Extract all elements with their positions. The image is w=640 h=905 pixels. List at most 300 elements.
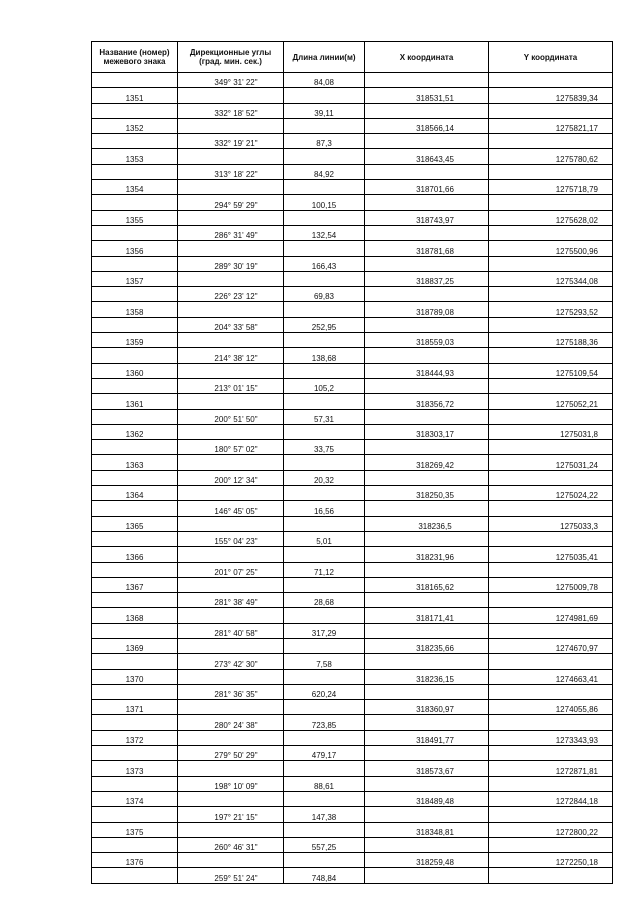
x-cell	[365, 287, 489, 302]
point-name-cell: 1368	[92, 608, 178, 623]
angle-cell	[178, 822, 284, 837]
x-cell: 318236,15	[365, 669, 489, 684]
point-name-cell	[92, 807, 178, 822]
y-cell: 1275780,62	[489, 149, 613, 164]
y-cell	[489, 440, 613, 455]
header-length: Длина линии(м)	[284, 42, 365, 73]
x-cell	[365, 409, 489, 424]
angle-cell: 279° 50' 29"	[178, 746, 284, 761]
point-name-cell: 1367	[92, 577, 178, 592]
table-row	[92, 562, 613, 577]
angle-cell: 332° 19' 21"	[178, 134, 284, 149]
x-cell	[365, 103, 489, 118]
length-cell	[284, 547, 365, 562]
table-row	[92, 409, 613, 424]
length-cell: 479,17	[284, 746, 365, 761]
y-cell: 1272871,81	[489, 761, 613, 776]
x-cell: 318701,66	[365, 180, 489, 195]
x-cell: 318231,96	[365, 547, 489, 562]
table-row	[92, 149, 613, 164]
x-cell: 318348,81	[365, 822, 489, 837]
point-name-cell	[92, 164, 178, 179]
point-name-cell	[92, 531, 178, 546]
y-cell	[489, 562, 613, 577]
table-row	[92, 363, 613, 378]
x-cell	[365, 317, 489, 332]
table-row	[92, 822, 613, 837]
point-name-cell: 1354	[92, 180, 178, 195]
x-cell	[365, 776, 489, 791]
length-cell: 71,12	[284, 562, 365, 577]
x-cell	[365, 164, 489, 179]
angle-cell: 226° 23' 12"	[178, 287, 284, 302]
x-cell	[365, 195, 489, 210]
point-name-cell	[92, 593, 178, 608]
angle-cell: 281° 36' 35"	[178, 684, 284, 699]
length-cell: 138,68	[284, 348, 365, 363]
header-angle: Дирекционные углы (град. мин. сек.)	[178, 42, 284, 73]
length-cell	[284, 761, 365, 776]
angle-cell	[178, 577, 284, 592]
angle-cell	[178, 455, 284, 470]
angle-cell: 198° 10' 09"	[178, 776, 284, 791]
length-cell: 166,43	[284, 256, 365, 271]
length-cell	[284, 210, 365, 225]
x-cell	[365, 654, 489, 669]
x-cell	[365, 256, 489, 271]
x-cell	[365, 715, 489, 730]
x-cell	[365, 837, 489, 852]
x-cell: 318559,03	[365, 333, 489, 348]
y-cell	[489, 715, 613, 730]
y-cell	[489, 409, 613, 424]
x-cell: 318531,51	[365, 88, 489, 103]
x-cell: 318235,66	[365, 638, 489, 653]
y-cell	[489, 195, 613, 210]
point-name-cell	[92, 195, 178, 210]
length-cell	[284, 638, 365, 653]
x-cell	[365, 225, 489, 240]
table-row	[92, 210, 613, 225]
table-row	[92, 654, 613, 669]
angle-cell: 289° 30' 19"	[178, 256, 284, 271]
table-row	[92, 638, 613, 653]
header-y: Y координата	[489, 42, 613, 73]
y-cell: 1275109,54	[489, 363, 613, 378]
y-cell: 1275839,34	[489, 88, 613, 103]
length-cell: 132,54	[284, 225, 365, 240]
table-row	[92, 256, 613, 271]
x-cell: 318491,77	[365, 730, 489, 745]
point-name-cell	[92, 134, 178, 149]
point-name-cell: 1351	[92, 88, 178, 103]
point-name-cell: 1353	[92, 149, 178, 164]
x-cell	[365, 807, 489, 822]
length-cell: 57,31	[284, 409, 365, 424]
table-row	[92, 700, 613, 715]
point-name-cell	[92, 776, 178, 791]
point-name-cell	[92, 409, 178, 424]
x-cell: 318303,17	[365, 424, 489, 439]
y-cell: 1275344,08	[489, 271, 613, 286]
length-cell: 16,56	[284, 501, 365, 516]
table-row	[92, 623, 613, 638]
angle-cell: 197° 21' 15"	[178, 807, 284, 822]
table-row	[92, 837, 613, 852]
length-cell	[284, 577, 365, 592]
length-cell: 33,75	[284, 440, 365, 455]
point-name-cell: 1376	[92, 853, 178, 868]
point-name-cell	[92, 501, 178, 516]
table-row	[92, 761, 613, 776]
angle-cell	[178, 608, 284, 623]
y-cell: 1275821,17	[489, 118, 613, 133]
length-cell: 557,25	[284, 837, 365, 852]
y-cell	[489, 225, 613, 240]
y-cell	[489, 684, 613, 699]
point-name-cell: 1371	[92, 700, 178, 715]
length-cell	[284, 394, 365, 409]
table-row	[92, 134, 613, 149]
angle-cell	[178, 853, 284, 868]
y-cell	[489, 531, 613, 546]
length-cell: 87,3	[284, 134, 365, 149]
table-row	[92, 180, 613, 195]
table-row	[92, 348, 613, 363]
x-cell: 318743,97	[365, 210, 489, 225]
table-row	[92, 164, 613, 179]
table-row	[92, 378, 613, 393]
table-row	[92, 424, 613, 439]
point-name-cell: 1360	[92, 363, 178, 378]
table-row	[92, 73, 613, 88]
point-name-cell: 1366	[92, 547, 178, 562]
x-cell: 318236,5	[365, 516, 489, 531]
y-cell: 1275500,96	[489, 241, 613, 256]
y-cell	[489, 746, 613, 761]
point-name-cell	[92, 623, 178, 638]
y-cell: 1274663,41	[489, 669, 613, 684]
table-row	[92, 791, 613, 806]
length-cell	[284, 516, 365, 531]
angle-cell: 180° 57' 02"	[178, 440, 284, 455]
length-cell: 748,84	[284, 868, 365, 883]
y-cell: 1275293,52	[489, 302, 613, 317]
point-name-cell: 1369	[92, 638, 178, 653]
length-cell: 100,15	[284, 195, 365, 210]
point-name-cell	[92, 348, 178, 363]
x-cell: 318259,48	[365, 853, 489, 868]
angle-cell	[178, 302, 284, 317]
point-name-cell: 1363	[92, 455, 178, 470]
point-name-cell	[92, 470, 178, 485]
point-name-cell: 1362	[92, 424, 178, 439]
angle-cell	[178, 149, 284, 164]
point-name-cell: 1375	[92, 822, 178, 837]
angle-cell	[178, 394, 284, 409]
length-cell	[284, 791, 365, 806]
angle-cell	[178, 638, 284, 653]
table-row	[92, 547, 613, 562]
y-cell	[489, 807, 613, 822]
angle-cell: 349° 31' 22"	[178, 73, 284, 88]
length-cell	[284, 180, 365, 195]
y-cell	[489, 256, 613, 271]
x-cell	[365, 868, 489, 883]
y-cell	[489, 134, 613, 149]
x-cell: 318165,62	[365, 577, 489, 592]
length-cell	[284, 700, 365, 715]
angle-cell: 313° 18' 22"	[178, 164, 284, 179]
table-row	[92, 608, 613, 623]
table-row	[92, 669, 613, 684]
x-cell: 318573,67	[365, 761, 489, 776]
point-name-cell: 1359	[92, 333, 178, 348]
angle-cell: 146° 45' 05"	[178, 501, 284, 516]
angle-cell	[178, 363, 284, 378]
y-cell	[489, 348, 613, 363]
table-row	[92, 577, 613, 592]
angle-cell: 280° 24' 38"	[178, 715, 284, 730]
y-cell: 1275031,8	[489, 424, 613, 439]
y-cell: 1275035,41	[489, 547, 613, 562]
length-cell	[284, 302, 365, 317]
angle-cell	[178, 761, 284, 776]
length-cell: 105,2	[284, 378, 365, 393]
point-name-cell	[92, 378, 178, 393]
table-row	[92, 593, 613, 608]
length-cell	[284, 88, 365, 103]
y-cell	[489, 73, 613, 88]
table-row	[92, 501, 613, 516]
y-cell: 1275009,78	[489, 577, 613, 592]
length-cell	[284, 241, 365, 256]
table-row	[92, 317, 613, 332]
x-cell: 318566,14	[365, 118, 489, 133]
y-cell	[489, 287, 613, 302]
length-cell	[284, 333, 365, 348]
length-cell	[284, 455, 365, 470]
angle-cell: 200° 51' 50"	[178, 409, 284, 424]
length-cell	[284, 271, 365, 286]
x-cell: 318360,97	[365, 700, 489, 715]
angle-cell	[178, 88, 284, 103]
x-cell: 318789,08	[365, 302, 489, 317]
point-name-cell	[92, 654, 178, 669]
length-cell: 723,85	[284, 715, 365, 730]
table-row	[92, 868, 613, 883]
table-row	[92, 470, 613, 485]
table-row	[92, 287, 613, 302]
angle-cell: 273° 42' 30"	[178, 654, 284, 669]
y-cell	[489, 776, 613, 791]
y-cell: 1273343,93	[489, 730, 613, 745]
table-row	[92, 715, 613, 730]
angle-cell	[178, 730, 284, 745]
y-cell	[489, 103, 613, 118]
length-cell: 7,58	[284, 654, 365, 669]
table-row	[92, 440, 613, 455]
y-cell: 1275052,21	[489, 394, 613, 409]
length-cell	[284, 608, 365, 623]
point-name-cell	[92, 684, 178, 699]
y-cell: 1275188,36	[489, 333, 613, 348]
angle-cell	[178, 180, 284, 195]
table-row	[92, 684, 613, 699]
angle-cell: 213° 01' 15"	[178, 378, 284, 393]
y-cell: 1275031,24	[489, 455, 613, 470]
x-cell: 318269,42	[365, 455, 489, 470]
angle-cell: 260° 46' 31"	[178, 837, 284, 852]
y-cell: 1275628,02	[489, 210, 613, 225]
table-row	[92, 807, 613, 822]
length-cell	[284, 822, 365, 837]
point-name-cell	[92, 225, 178, 240]
coordinates-table	[91, 41, 613, 884]
table-row	[92, 302, 613, 317]
table-header	[92, 42, 613, 73]
point-name-cell: 1358	[92, 302, 178, 317]
point-name-cell: 1356	[92, 241, 178, 256]
point-name-cell: 1372	[92, 730, 178, 745]
length-cell: 88,61	[284, 776, 365, 791]
length-cell	[284, 669, 365, 684]
length-cell	[284, 118, 365, 133]
x-cell: 318781,68	[365, 241, 489, 256]
length-cell: 317,29	[284, 623, 365, 638]
table-row	[92, 776, 613, 791]
y-cell	[489, 654, 613, 669]
table-row	[92, 730, 613, 745]
x-cell	[365, 593, 489, 608]
table-row	[92, 394, 613, 409]
point-name-cell	[92, 103, 178, 118]
table-row	[92, 88, 613, 103]
table-row	[92, 516, 613, 531]
x-cell	[365, 73, 489, 88]
x-cell	[365, 562, 489, 577]
angle-cell: 204° 33' 58"	[178, 317, 284, 332]
angle-cell: 286° 31' 49"	[178, 225, 284, 240]
angle-cell: 281° 38' 49"	[178, 593, 284, 608]
y-cell	[489, 837, 613, 852]
table-row	[92, 118, 613, 133]
length-cell	[284, 730, 365, 745]
y-cell	[489, 868, 613, 883]
angle-cell	[178, 547, 284, 562]
table-row	[92, 103, 613, 118]
y-cell: 1275024,22	[489, 486, 613, 501]
x-cell	[365, 378, 489, 393]
x-cell: 318489,48	[365, 791, 489, 806]
point-name-cell: 1374	[92, 791, 178, 806]
angle-cell	[178, 271, 284, 286]
x-cell: 318837,25	[365, 271, 489, 286]
angle-cell	[178, 424, 284, 439]
length-cell: 84,92	[284, 164, 365, 179]
x-cell: 318356,72	[365, 394, 489, 409]
length-cell: 84,08	[284, 73, 365, 88]
angle-cell	[178, 333, 284, 348]
point-name-cell: 1355	[92, 210, 178, 225]
angle-cell	[178, 210, 284, 225]
y-cell	[489, 593, 613, 608]
point-name-cell	[92, 837, 178, 852]
length-cell: 252,95	[284, 317, 365, 332]
point-name-cell	[92, 317, 178, 332]
angle-cell	[178, 700, 284, 715]
point-name-cell: 1361	[92, 394, 178, 409]
point-name-cell	[92, 715, 178, 730]
y-cell: 1272250,18	[489, 853, 613, 868]
point-name-cell: 1352	[92, 118, 178, 133]
length-cell: 39,11	[284, 103, 365, 118]
y-cell	[489, 470, 613, 485]
header-name: Название (номер) межевого знака	[92, 42, 178, 73]
angle-cell	[178, 516, 284, 531]
angle-cell	[178, 486, 284, 501]
table-row	[92, 241, 613, 256]
angle-cell	[178, 118, 284, 133]
table-row	[92, 195, 613, 210]
header-x: X координата	[365, 42, 489, 73]
length-cell	[284, 486, 365, 501]
length-cell: 147,38	[284, 807, 365, 822]
x-cell	[365, 623, 489, 638]
point-name-cell	[92, 73, 178, 88]
y-cell: 1272800,22	[489, 822, 613, 837]
length-cell: 28,68	[284, 593, 365, 608]
length-cell	[284, 149, 365, 164]
y-cell: 1274055,86	[489, 700, 613, 715]
y-cell	[489, 378, 613, 393]
length-cell: 620,24	[284, 684, 365, 699]
point-name-cell	[92, 287, 178, 302]
point-name-cell	[92, 746, 178, 761]
table-row	[92, 746, 613, 761]
y-cell: 1274981,69	[489, 608, 613, 623]
angle-cell	[178, 669, 284, 684]
x-cell: 318643,45	[365, 149, 489, 164]
angle-cell: 214° 38' 12"	[178, 348, 284, 363]
length-cell	[284, 363, 365, 378]
angle-cell	[178, 241, 284, 256]
point-name-cell: 1357	[92, 271, 178, 286]
angle-cell: 332° 18' 52"	[178, 103, 284, 118]
x-cell: 318171,41	[365, 608, 489, 623]
y-cell: 1275033,3	[489, 516, 613, 531]
point-name-cell: 1364	[92, 486, 178, 501]
angle-cell: 281° 40' 58"	[178, 623, 284, 638]
x-cell	[365, 746, 489, 761]
table-row	[92, 333, 613, 348]
x-cell	[365, 531, 489, 546]
y-cell	[489, 501, 613, 516]
x-cell: 318444,93	[365, 363, 489, 378]
point-name-cell	[92, 868, 178, 883]
length-cell: 20,32	[284, 470, 365, 485]
point-name-cell	[92, 256, 178, 271]
table-row	[92, 271, 613, 286]
point-name-cell: 1365	[92, 516, 178, 531]
x-cell	[365, 440, 489, 455]
angle-cell: 294° 59' 29"	[178, 195, 284, 210]
x-cell	[365, 684, 489, 699]
table-body	[92, 73, 613, 884]
point-name-cell: 1370	[92, 669, 178, 684]
table-row	[92, 225, 613, 240]
y-cell	[489, 164, 613, 179]
